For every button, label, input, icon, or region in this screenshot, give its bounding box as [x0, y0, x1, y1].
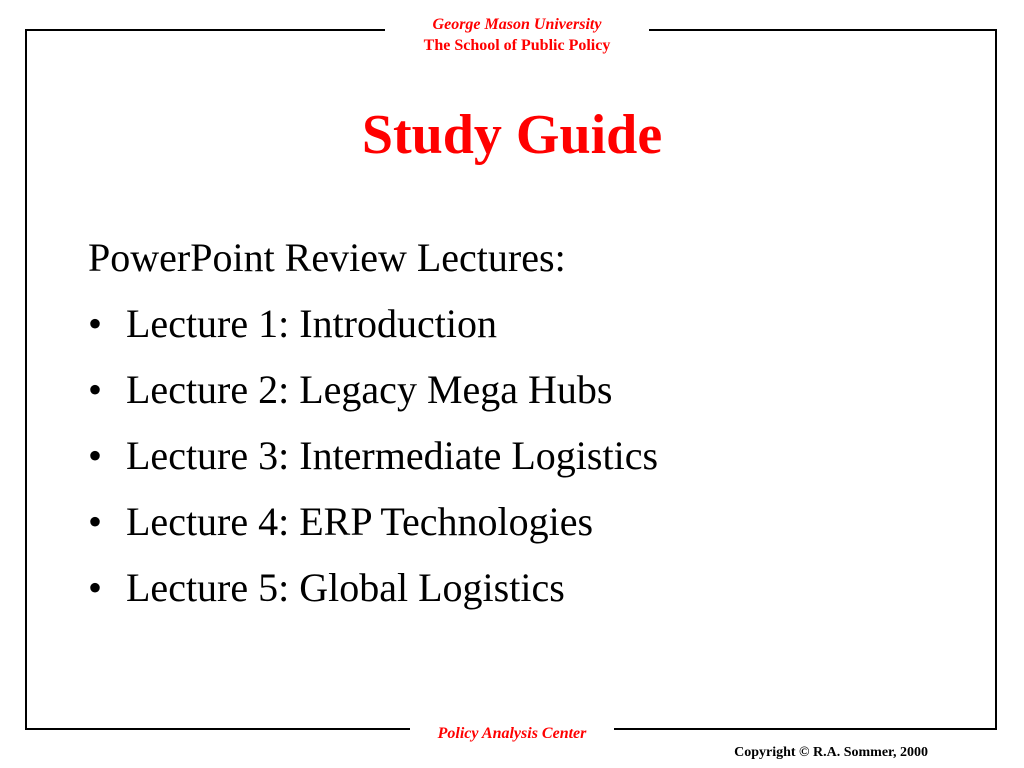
lecture-item-4: Lecture 4: ERP Technologies	[126, 499, 594, 544]
bullet-icon: •	[88, 565, 103, 610]
footer-center-label: Policy Analysis Center	[410, 722, 614, 746]
list-item	[88, 364, 968, 430]
lecture-list	[88, 298, 968, 628]
copyright-notice: Copyright © R.A. Sommer, 2000	[734, 745, 928, 760]
content-lead: PowerPoint Review Lectures:	[88, 235, 566, 280]
list-item	[88, 496, 968, 562]
lecture-item-2: Lecture 2: Legacy Mega Hubs	[126, 367, 613, 412]
university-name: George Mason University	[432, 16, 602, 33]
school-name: The School of Public Policy	[423, 37, 611, 54]
list-item	[88, 430, 968, 496]
lecture-item-1: Lecture 1: Introduction	[126, 301, 497, 346]
lecture-item-5: Lecture 5: Global Logistics	[126, 565, 565, 610]
bullet-icon: •	[88, 367, 103, 412]
bullet-icon: •	[88, 499, 103, 544]
slide-content	[88, 232, 968, 628]
list-item	[88, 298, 968, 364]
slide-title: Study Guide	[361, 104, 663, 166]
bullet-icon: •	[88, 433, 103, 478]
list-item	[88, 562, 968, 628]
lecture-item-3: Lecture 3: Intermediate Logistics	[126, 433, 659, 478]
header-organization	[385, 14, 649, 56]
bullet-icon: •	[88, 301, 103, 346]
